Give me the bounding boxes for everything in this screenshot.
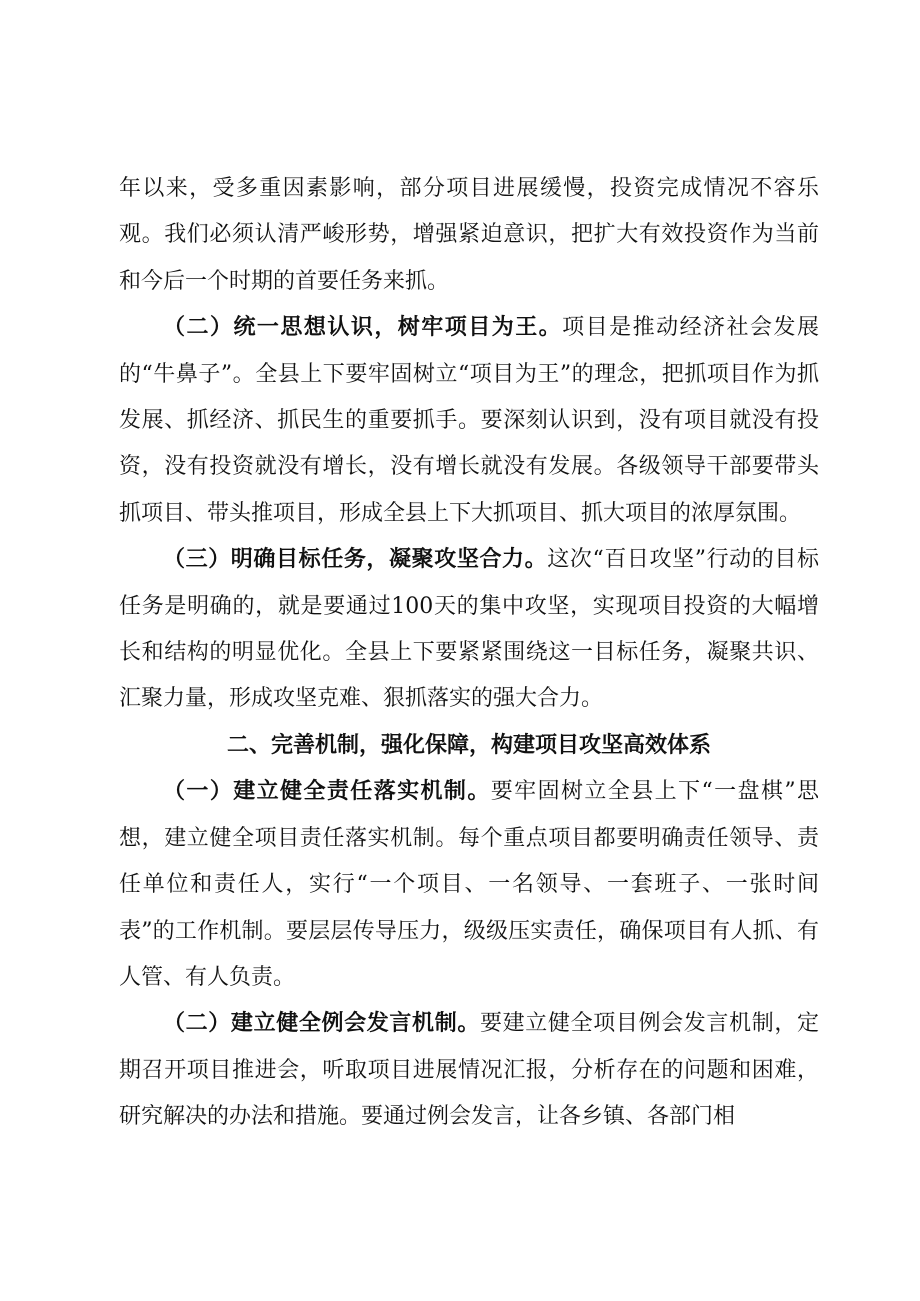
paragraph-meeting-mechanism: [119, 1001, 819, 1140]
paragraph-text: 要建立健全项目例会发言机制，定期召开项目推进会，听取项目进展情况汇报，分析存在的问题和困难，研究解决的办法和措施。要通过例会发言，让各乡镇、各部门相: [119, 1011, 819, 1130]
paragraph-lead: （二）统一思想认识，树牢项目为王。: [163, 315, 563, 341]
paragraph-continuation: [119, 166, 819, 305]
document-body: [119, 166, 819, 1141]
paragraph-lead: （三）明确目标任务，凝聚攻坚合力。: [163, 547, 548, 573]
paragraph-lead: （二）建立健全例会发言机制。: [163, 1011, 480, 1037]
paragraph-text: 要牢固树立全县上下“一盘棋”思想，建立健全项目责任落实机制。每个重点项目都要明确责任领导、责任单位和责任人，实行“一个项目、一名领导、一套班子、一张时间表”的工作机制。要层层传导压力，级级压实责任，确保项目有人抓、有人管、有人负责。: [119, 779, 819, 990]
paragraph-unify-thinking: [119, 305, 819, 537]
paragraph-lead: （一）建立健全责任落实机制。: [163, 779, 491, 805]
paragraph-text: 年以来，受多重因素影响，部分项目进展缓慢，投资完成情况不容乐观。我们必须认清严峻形势，增强紧迫意识，把扩大有效投资作为当前和今后一个时期的首要任务来抓。: [119, 176, 819, 294]
paragraph-text: 项目是推动经济社会发展的“牛鼻子”。全县上下要牢固树立“项目为王”的理念，把抓项目作为抓发展、抓经济、抓民生的重要抓手。要深刻认识到，没有项目就没有投资，没有投资就没有增长，没有增长就没有发展。各级领导干部要带头抓项目、带头推项目，形成全县上下大抓项目、抓大项目的浓厚氛围。: [119, 315, 819, 526]
paragraph-responsibility-mechanism: [119, 769, 819, 1001]
section-heading: 二、完善机制，强化保障，构建项目攻坚高效体系: [226, 732, 711, 758]
paragraph-clear-goals: [119, 537, 819, 723]
paragraph-text: 这次“百日攻坚”行动的目标任务是明确的，就是要通过100天的集中攻坚，实现项目投资的大幅增长和结构的明显优化。全县上下要紧紧围绕这一目标任务，凝聚共识、汇聚力量，形成攻坚克难、狠抓落实的强大合力。: [119, 547, 819, 712]
